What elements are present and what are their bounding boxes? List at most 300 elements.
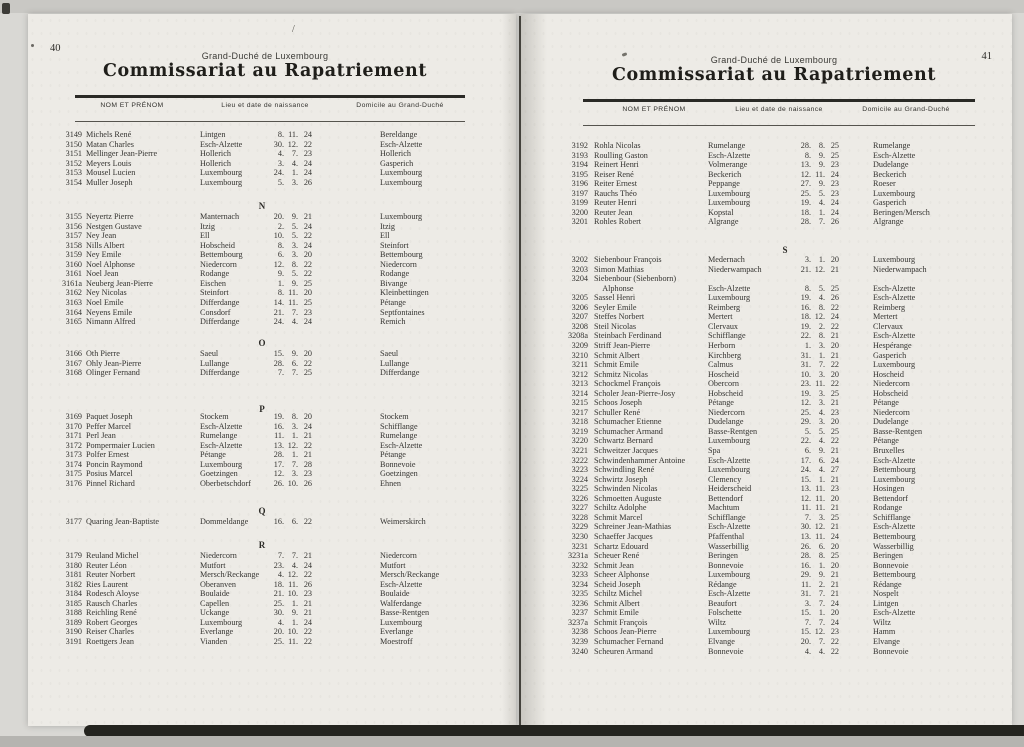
row-name: Rohla Nicolas bbox=[594, 141, 641, 150]
row-birthdate: 24. 4. 24 bbox=[273, 317, 312, 327]
row-domicile: Luxembourg bbox=[380, 168, 423, 178]
row-birthdate: 4. 1. 24 bbox=[277, 617, 312, 627]
row-domicile: Luxembourg bbox=[873, 255, 916, 264]
row-number: 3240 bbox=[571, 646, 588, 656]
table-row bbox=[521, 322, 1012, 332]
table-row bbox=[521, 408, 1012, 418]
row-birthplace: Lullange bbox=[200, 358, 230, 368]
row-number: 3208a bbox=[567, 331, 588, 341]
row-birthplace: Pfaffenthal bbox=[708, 531, 745, 541]
table-row bbox=[521, 360, 1012, 370]
row-domicile: Lullange bbox=[380, 358, 410, 368]
row-birthplace: Itzig bbox=[200, 221, 216, 231]
row-number: 3224 bbox=[571, 474, 588, 484]
row-number: 3175 bbox=[65, 469, 82, 479]
row-number: 3176 bbox=[65, 478, 82, 488]
row-domicile: Ell bbox=[380, 231, 390, 241]
row-number: 3154 bbox=[65, 177, 82, 187]
row-birthplace: Dommeldange bbox=[200, 517, 249, 526]
row-name: Reiser René bbox=[594, 169, 634, 179]
row-birthdate: 21. 7. 23 bbox=[273, 307, 312, 317]
row-birthdate: 16. 3. 24 bbox=[273, 421, 312, 431]
row-number: 3159 bbox=[65, 250, 82, 260]
table-row bbox=[28, 460, 516, 470]
row-birthplace: Hobscheid bbox=[708, 388, 744, 398]
row-birthplace: Luxembourg bbox=[708, 293, 751, 303]
row-domicile: Basse-Rentgen bbox=[380, 608, 430, 618]
row-domicile: Walferdange bbox=[380, 598, 422, 608]
row-domicile: Bettembourg bbox=[380, 250, 423, 260]
row-name: Ohly Jean-Pierre bbox=[86, 358, 142, 368]
table-row bbox=[521, 475, 1012, 485]
row-birthdate: 23. 11. 22 bbox=[800, 379, 839, 389]
row-birthdate: 27. 9. 23 bbox=[800, 179, 839, 189]
row-birthdate: 12. 11. 24 bbox=[800, 169, 839, 179]
row-birthdate: 8. 11. 20 bbox=[277, 288, 312, 298]
row-name: Oth Pierre bbox=[86, 349, 120, 358]
row-number: 3150 bbox=[65, 139, 82, 149]
row-domicile: Esch-Alzette bbox=[873, 455, 916, 465]
row-domicile: Niedercorn bbox=[380, 259, 417, 269]
row-birthplace: Kopstal bbox=[708, 207, 734, 217]
row-domicile: Niederwampach bbox=[873, 264, 927, 274]
row-name: Schmit Emile bbox=[594, 608, 639, 618]
table-row bbox=[521, 293, 1012, 303]
row-birthplace: Niedercorn bbox=[200, 551, 237, 560]
row-birthdate: 16. 1. 20 bbox=[800, 560, 839, 570]
row-domicile: Bettendorf bbox=[873, 493, 909, 503]
row-name: Reiser Charles bbox=[86, 627, 134, 637]
row-domicile: Mersch/Reckange bbox=[380, 570, 440, 580]
table-row bbox=[521, 570, 1012, 580]
row-number: 3190 bbox=[65, 627, 82, 637]
row-number: 3155 bbox=[65, 212, 82, 221]
table-row bbox=[521, 160, 1012, 170]
row-domicile: Roeser bbox=[873, 179, 896, 189]
row-number: 3215 bbox=[571, 398, 588, 408]
row-birthplace: Esch-Alzette bbox=[708, 455, 751, 465]
row-birthplace: Mertert bbox=[708, 312, 733, 322]
row-number: 3196 bbox=[571, 179, 588, 189]
row-domicile: Bivange bbox=[380, 278, 408, 288]
row-name: Paquet Joseph bbox=[86, 412, 133, 421]
row-domicile: Rumelange bbox=[873, 141, 911, 150]
row-name: Schaeffer Jacques bbox=[594, 531, 653, 541]
row-birthplace: Niedercorn bbox=[708, 407, 745, 417]
row-domicile: Hobscheid bbox=[873, 388, 909, 398]
row-birthdate: 15. 9. 20 bbox=[273, 349, 312, 358]
row-domicile: Lintgen bbox=[873, 598, 899, 608]
row-number: 3191 bbox=[65, 636, 82, 646]
row-number: 3219 bbox=[571, 426, 588, 436]
row-domicile: Bereldange bbox=[380, 130, 418, 139]
table-row bbox=[521, 456, 1012, 466]
row-birthplace: Schifflange bbox=[708, 512, 746, 522]
table-row bbox=[28, 130, 516, 140]
row-number: 3158 bbox=[65, 240, 82, 250]
table-row bbox=[521, 170, 1012, 180]
row-birthdate: 20. 9. 21 bbox=[273, 212, 312, 221]
row-birthdate: 30. 12. 21 bbox=[800, 522, 839, 532]
table-row bbox=[28, 178, 516, 188]
row-number: 3223 bbox=[571, 465, 588, 475]
row-birthdate: 6. 3. 20 bbox=[277, 250, 312, 260]
row-birthplace: Niedercorn bbox=[200, 259, 237, 269]
row-name: Reichling René bbox=[86, 608, 137, 618]
table-row bbox=[521, 542, 1012, 552]
section-letter: N bbox=[258, 201, 266, 211]
row-number: 3149 bbox=[65, 130, 82, 139]
row-birthdate: 4. 4. 22 bbox=[804, 646, 839, 656]
book-page-right bbox=[521, 14, 1012, 726]
row-name: Perl Jean bbox=[86, 431, 116, 441]
row-name: Schmit François bbox=[594, 617, 648, 627]
row-birthplace: Oberanven bbox=[200, 579, 236, 589]
row-birthplace: Manternach bbox=[200, 212, 240, 221]
row-domicile: Nospelt bbox=[873, 589, 899, 599]
row-name: Michels René bbox=[86, 130, 132, 139]
table-row bbox=[28, 260, 516, 270]
row-domicile: Gasperich bbox=[873, 350, 907, 360]
row-domicile: Beckerich bbox=[873, 169, 907, 179]
row-birthplace: Saeul bbox=[200, 349, 219, 358]
row-birthdate: 13. 12. 22 bbox=[273, 440, 312, 450]
row-number: 3205 bbox=[571, 293, 588, 303]
table-row bbox=[521, 179, 1012, 189]
row-birthdate: 17. 6. 24 bbox=[800, 455, 839, 465]
row-birthplace: Beringen bbox=[708, 551, 739, 561]
row-birthplace: Stockem bbox=[200, 412, 229, 421]
row-domicile: Rodange bbox=[873, 503, 903, 513]
row-number: 3230 bbox=[571, 531, 588, 541]
row-birthplace: Niederwampach bbox=[708, 264, 762, 274]
row-birthdate: 20. 7. 22 bbox=[800, 637, 839, 646]
row-birthdate: 28. 7. 26 bbox=[800, 217, 839, 227]
row-domicile: Niedercorn bbox=[873, 407, 910, 417]
row-name: Noel Emile bbox=[86, 297, 124, 307]
row-birthdate: 24. 4. 27 bbox=[800, 465, 839, 475]
row-birthdate: 22. 4. 22 bbox=[800, 436, 839, 446]
table-row bbox=[521, 284, 1012, 294]
table-row bbox=[521, 398, 1012, 408]
section-letter: S bbox=[782, 245, 788, 255]
table-row bbox=[521, 465, 1012, 475]
row-birthdate: 6. 9. 21 bbox=[804, 446, 839, 455]
table-row bbox=[521, 532, 1012, 542]
row-name: Scheuren Armand bbox=[594, 646, 653, 656]
row-birthdate: 12. 11. 20 bbox=[800, 493, 839, 503]
table-row bbox=[521, 417, 1012, 427]
row-domicile: Hamm bbox=[873, 627, 896, 637]
row-name: Nimann Alfred bbox=[86, 317, 136, 327]
row-domicile: Boulaide bbox=[380, 589, 410, 599]
row-number: 3163 bbox=[65, 297, 82, 307]
row-domicile: Bettembourg bbox=[873, 465, 916, 475]
row-number: 3209 bbox=[571, 340, 588, 350]
table-row bbox=[521, 265, 1012, 275]
row-birthdate: 26. 10. 26 bbox=[273, 478, 312, 488]
row-birthplace: Everlange bbox=[200, 627, 234, 637]
row-domicile: Gasperich bbox=[873, 198, 907, 208]
table-row bbox=[28, 368, 516, 378]
row-birthplace: Esch-Alzette bbox=[708, 522, 751, 532]
row-domicile: Gasperich bbox=[380, 158, 414, 168]
row-birthplace: Basse-Rentgen bbox=[708, 426, 758, 436]
table-row bbox=[521, 189, 1012, 199]
row-birthplace: Luxembourg bbox=[200, 617, 243, 627]
row-name: Sassel Henri bbox=[594, 293, 636, 303]
row-domicile: Goetzingen bbox=[380, 469, 418, 479]
row-number: 3184 bbox=[65, 589, 82, 599]
row-number: 3192 bbox=[571, 141, 588, 150]
row-birthplace: Reimberg bbox=[708, 302, 741, 312]
row-name: Steinbach Ferdinand bbox=[594, 331, 662, 341]
table-row bbox=[521, 627, 1012, 637]
table-row bbox=[28, 241, 516, 251]
row-name: Rodesch Aloyse bbox=[86, 589, 139, 599]
table-row bbox=[521, 331, 1012, 341]
row-name: Scholer Jean-Pierre-Josy bbox=[594, 388, 676, 398]
table-row bbox=[521, 513, 1012, 523]
row-number: 3237 bbox=[571, 608, 588, 618]
table-row bbox=[521, 580, 1012, 590]
row-domicile: Dudelange bbox=[873, 417, 909, 427]
row-birthdate: 26. 6. 20 bbox=[800, 541, 839, 551]
row-birthplace: Lintgen bbox=[200, 130, 226, 139]
row-domicile: Esch-Alzette bbox=[873, 283, 916, 293]
table-row bbox=[521, 379, 1012, 389]
row-birthplace: Luxembourg bbox=[708, 436, 751, 446]
row-domicile: Elvange bbox=[873, 637, 900, 646]
row-birthplace: Pétange bbox=[200, 450, 226, 460]
row-birthplace: Schifflange bbox=[708, 331, 746, 341]
row-birthdate: 19. 2. 22 bbox=[800, 321, 839, 331]
row-birthplace: Bonnevoie bbox=[708, 646, 744, 656]
row-birthplace: Ell bbox=[200, 231, 210, 241]
row-domicile: Esch-Alzette bbox=[873, 331, 916, 341]
row-birthdate: 28. 1. 21 bbox=[273, 450, 312, 460]
row-name: Alphonse bbox=[594, 283, 634, 293]
row-birthplace: Calmus bbox=[708, 360, 734, 370]
row-birthplace: Luxembourg bbox=[708, 188, 751, 198]
row-domicile: Ehnen bbox=[380, 478, 401, 488]
row-birthplace: Differdange bbox=[200, 297, 240, 307]
row-number: 3177 bbox=[65, 517, 82, 526]
row-domicile: Pétange bbox=[380, 297, 406, 307]
row-domicile: Luxembourg bbox=[873, 474, 916, 484]
row-domicile: Mertert bbox=[873, 312, 898, 322]
row-birthplace: Luxembourg bbox=[708, 465, 751, 475]
row-birthdate: 15. 12. 23 bbox=[800, 627, 839, 637]
row-name: Reuter Henri bbox=[594, 198, 637, 208]
row-domicile: Esch-Alzette bbox=[873, 522, 916, 532]
row-name: Schmit Albert bbox=[594, 598, 640, 608]
table-row bbox=[28, 608, 516, 618]
row-domicile: Weimerskirch bbox=[380, 517, 426, 526]
row-birthdate: 19. 8. 20 bbox=[273, 412, 312, 421]
table-row bbox=[28, 231, 516, 241]
row-birthplace: Capellen bbox=[200, 598, 230, 608]
row-birthdate: 5. 5. 25 bbox=[804, 426, 839, 436]
row-name: Steffes Norbert bbox=[594, 312, 645, 322]
row-name: Reuter Norbert bbox=[86, 570, 136, 580]
row-number: 3206 bbox=[571, 302, 588, 312]
table-row bbox=[521, 484, 1012, 494]
row-birthdate: 15. 1. 20 bbox=[800, 608, 839, 618]
row-birthdate: 30. 9. 21 bbox=[273, 608, 312, 618]
row-name: Pinnel Richard bbox=[86, 478, 135, 488]
table-row bbox=[521, 255, 1012, 265]
row-name: Mousel Lucien bbox=[86, 168, 136, 178]
row-birthdate: 21. 12. 21 bbox=[800, 264, 839, 274]
row-birthdate: 28. 6. 22 bbox=[273, 358, 312, 368]
row-name: Scheid Joseph bbox=[594, 579, 641, 589]
row-birthplace: Boulaide bbox=[200, 589, 230, 599]
book-gutter-fold bbox=[519, 16, 521, 727]
row-birthdate: 12. 3. 21 bbox=[800, 398, 839, 408]
table-row bbox=[521, 351, 1012, 361]
row-domicile: Bruxelles bbox=[873, 446, 905, 455]
table-row bbox=[28, 288, 516, 298]
row-name: Robert Georges bbox=[86, 617, 138, 627]
row-birthplace: Vianden bbox=[200, 636, 228, 646]
row-birthplace: Hoscheid bbox=[708, 369, 739, 379]
row-number: 3172 bbox=[65, 440, 82, 450]
row-domicile: Itzig bbox=[380, 221, 396, 231]
row-number: 3152 bbox=[65, 158, 82, 168]
row-birthdate: 21. 10. 23 bbox=[273, 589, 312, 599]
row-name: Schiltz Michel bbox=[594, 589, 642, 599]
row-domicile: Pétange bbox=[873, 436, 899, 446]
row-birthplace: Beckerich bbox=[708, 169, 742, 179]
row-birthdate: 22. 8. 21 bbox=[800, 331, 839, 341]
row-number: 3195 bbox=[571, 169, 588, 179]
row-number: 3227 bbox=[571, 503, 588, 513]
row-number: 3207 bbox=[571, 312, 588, 322]
row-number: 3171 bbox=[65, 431, 82, 441]
row-birthplace: Peppange bbox=[708, 179, 740, 189]
book-page-left bbox=[28, 14, 516, 726]
table-row bbox=[28, 627, 516, 637]
page-title: Commissariat au Rapatriement bbox=[102, 61, 428, 81]
scan-artifact bbox=[2, 3, 10, 14]
row-birthdate: 8. 3. 24 bbox=[277, 240, 312, 250]
row-birthplace: Luxembourg bbox=[708, 570, 751, 580]
row-number: 3193 bbox=[571, 150, 588, 160]
row-number: 3174 bbox=[65, 459, 82, 469]
row-number: 3165 bbox=[65, 317, 82, 327]
row-domicile: Clervaux bbox=[873, 321, 904, 331]
row-number: 3220 bbox=[571, 436, 588, 446]
row-domicile: Hoscheid bbox=[873, 369, 904, 379]
row-number: 3167 bbox=[65, 358, 82, 368]
table-row bbox=[521, 427, 1012, 437]
column-header-birth: Lieu et date de naissance bbox=[735, 106, 823, 113]
row-name: Quaring Jean-Baptiste bbox=[86, 517, 159, 526]
section-letter: O bbox=[258, 338, 266, 348]
row-name: Rausch Charles bbox=[86, 598, 138, 608]
row-birthdate: 4. 7. 23 bbox=[277, 149, 312, 159]
row-number: 3237a bbox=[567, 617, 588, 627]
row-name: Ney Emile bbox=[86, 250, 122, 260]
row-domicile: Dudelange bbox=[873, 160, 909, 170]
row-birthdate: 11. 11. 21 bbox=[801, 503, 839, 513]
row-birthplace: Luxembourg bbox=[708, 627, 751, 637]
row-birthplace: Luxembourg bbox=[200, 177, 243, 187]
row-domicile: Schifflange bbox=[380, 421, 418, 431]
table-row bbox=[28, 159, 516, 169]
row-name: Schockmel François bbox=[594, 379, 661, 389]
row-name: Matan Charles bbox=[86, 139, 134, 149]
row-number: 3168 bbox=[65, 368, 82, 378]
table-row bbox=[28, 412, 516, 422]
row-birthdate: 16. 8. 22 bbox=[800, 302, 839, 312]
row-birthdate: 19. 3. 25 bbox=[800, 388, 839, 398]
row-birthplace: Rumelange bbox=[200, 431, 238, 441]
row-birthdate: 8. 11. 24 bbox=[277, 130, 312, 139]
row-name: Schweitzer Jacques bbox=[594, 446, 658, 455]
row-number: 3202 bbox=[571, 255, 588, 264]
table-row bbox=[521, 647, 1012, 657]
row-domicile: Remich bbox=[380, 317, 406, 327]
row-birthdate: 31. 1. 21 bbox=[800, 350, 839, 360]
row-name: Muller Joseph bbox=[86, 177, 133, 187]
row-name: Schartz Edouard bbox=[594, 541, 649, 551]
table-row bbox=[28, 349, 516, 359]
row-name: Noel Jean bbox=[86, 269, 119, 279]
row-number: 3173 bbox=[65, 450, 82, 460]
row-birthdate: 13. 11. 23 bbox=[800, 484, 839, 494]
row-birthdate: 25. 4. 23 bbox=[800, 407, 839, 417]
row-number: 3238 bbox=[571, 627, 588, 637]
table-row bbox=[521, 274, 1012, 284]
row-domicile: Bettembourg bbox=[873, 570, 916, 580]
row-domicile: Reimberg bbox=[873, 302, 906, 312]
row-birthdate: 12. 8. 22 bbox=[273, 259, 312, 269]
row-birthdate: 18. 12. 24 bbox=[800, 312, 839, 322]
row-birthplace: Rodange bbox=[200, 269, 230, 279]
table-row bbox=[28, 561, 516, 571]
table-row bbox=[28, 580, 516, 590]
row-domicile: Rumelange bbox=[380, 431, 418, 441]
row-name: Reuter Léon bbox=[86, 560, 127, 570]
table-row bbox=[521, 522, 1012, 532]
row-number: 3189 bbox=[65, 617, 82, 627]
row-name: Schmit Marcel bbox=[594, 512, 643, 522]
row-birthdate: 2. 5. 24 bbox=[277, 221, 312, 231]
row-name: Schwinden Nicolas bbox=[594, 484, 658, 494]
row-domicile: Hollerich bbox=[380, 149, 411, 159]
table-row bbox=[28, 359, 516, 369]
row-name: Siebenbour François bbox=[594, 255, 662, 264]
table-row bbox=[521, 436, 1012, 446]
row-birthplace: Bettembourg bbox=[200, 250, 243, 260]
row-number: 3185 bbox=[65, 598, 82, 608]
table-row bbox=[521, 151, 1012, 161]
row-birthdate: 1. 9. 25 bbox=[277, 278, 312, 288]
table-row bbox=[28, 637, 516, 647]
table-row bbox=[28, 269, 516, 279]
row-domicile: Esch-Alzette bbox=[873, 150, 916, 160]
table-row bbox=[28, 298, 516, 308]
row-number: 3234 bbox=[571, 579, 588, 589]
row-number: 3218 bbox=[571, 417, 588, 427]
row-domicile: Hosingen bbox=[873, 484, 905, 494]
row-name: Meyers Louis bbox=[86, 158, 132, 168]
table-row bbox=[28, 517, 516, 527]
row-number: 3213 bbox=[571, 379, 588, 389]
row-name: Olinger Fernand bbox=[86, 368, 140, 378]
